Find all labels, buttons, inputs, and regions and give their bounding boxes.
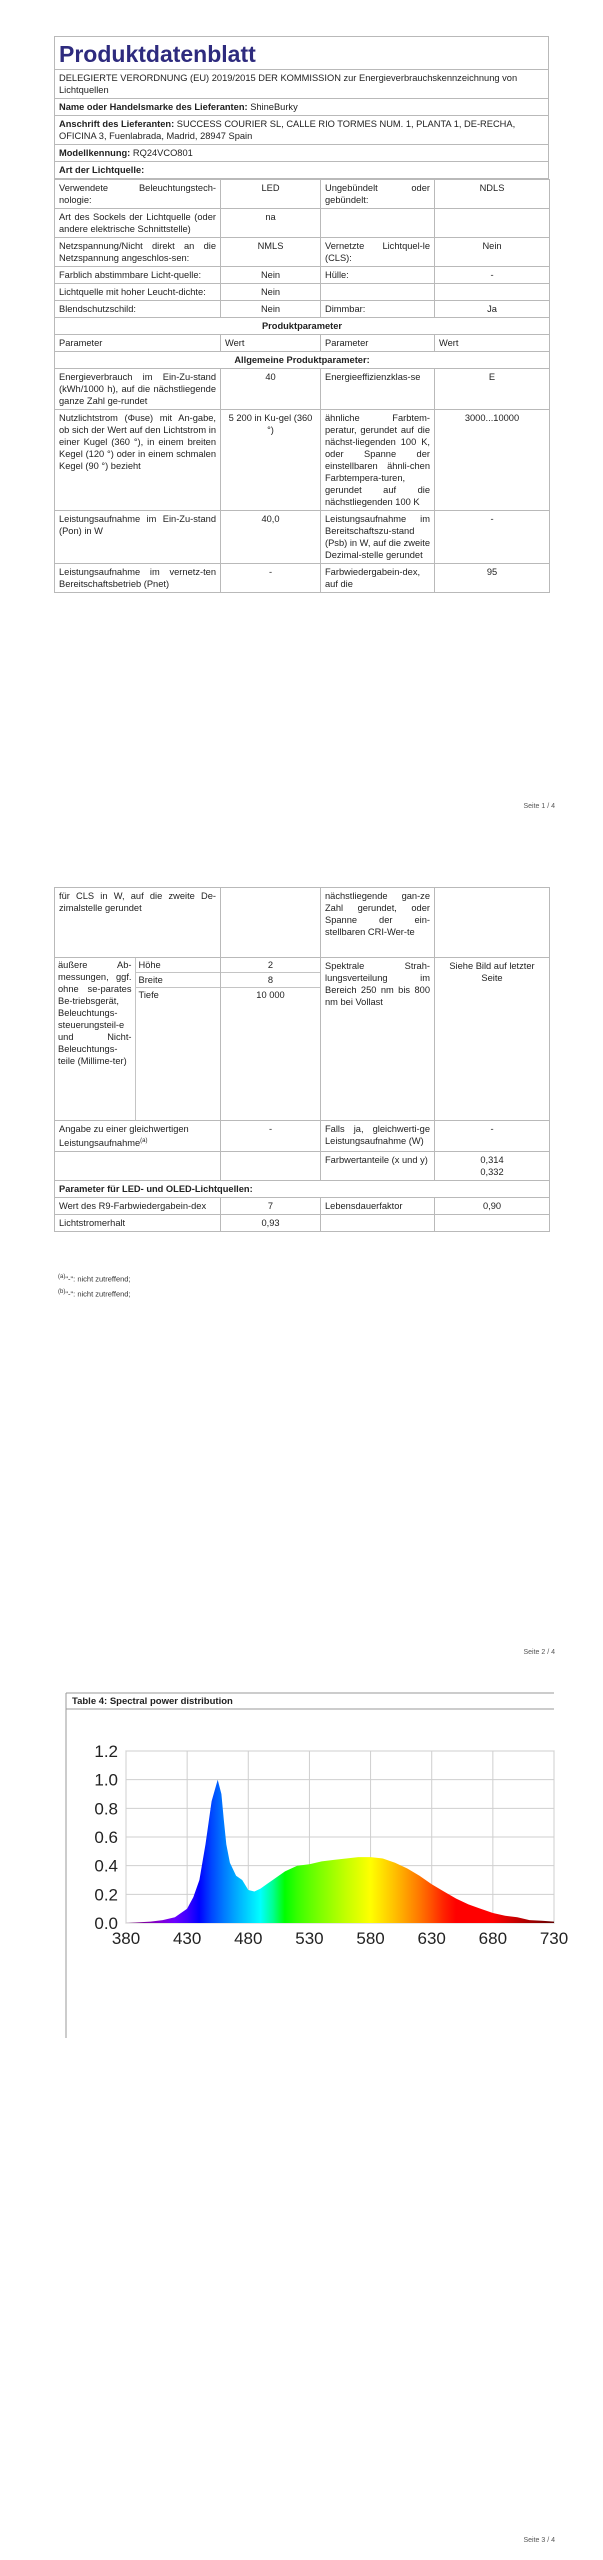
cell-directional-value: NDLS — [435, 180, 550, 209]
x-tick-label: 430 — [172, 1929, 202, 1948]
cell-antiglare-label: Blendschutzschild: — [55, 301, 221, 318]
spectral-chart — [66, 1693, 569, 2038]
cell-cri-value: 95 — [435, 564, 550, 593]
dim-height-label: Höhe — [135, 958, 221, 973]
x-tick-label: 680 — [478, 1929, 508, 1948]
r9-label: Wert des R9-Farbwiedergabein-dex — [55, 1197, 221, 1214]
cell-energy-label: Energieverbrauch im Ein-Zu-stand (kWh/1000 h), auf die nächstliegende ganze Zahl ge-rundet — [55, 369, 221, 410]
flux-maintenance-label: Lichtstromerhalt — [55, 1214, 221, 1231]
model-row — [55, 145, 549, 162]
cell-empty — [221, 1151, 321, 1180]
footnote-a-text: "-": nicht zutreffend; — [65, 1274, 131, 1284]
cell-empty — [435, 284, 550, 301]
lifetime-value: 0,90 — [435, 1197, 550, 1214]
supplier-name-label: Name oder Handelsmarke des Lieferanten: — [59, 102, 248, 112]
cell-empty — [221, 888, 321, 958]
cell-flux-label: Nutzlichtstrom (Φuse) mit An-gabe, ob sich der Wert auf den Lichtstrom in einer Kugel (360 °), in einem breiten Kegel (120 °) oder in einem schmalen Kegel (90 °) bezieht — [55, 410, 221, 511]
cell-pon-value: 40,0 — [221, 511, 321, 564]
equiv-value: - — [221, 1120, 321, 1151]
regulation-text: DELEGIERTE VERORDNUNG (EU) 2019/2015 DER KOMMISSION zur Energieverbrauchskennzeichnung von Lichtquellen — [55, 70, 549, 99]
cell-luminance-value: Nein — [221, 284, 321, 301]
equiv-label: Angabe zu einer gleichwertigen Leistungsaufnahme — [59, 1123, 189, 1148]
dimensions-label: äußere Ab-messungen, ggf. ohne se-parates Be-triebsgerät, Beleuchtungs-steuerungsteil-e und Nicht-Beleuchtungs-teile (Millime-ter) — [55, 958, 135, 1120]
page-2 — [0, 825, 603, 1677]
cell-efficiency-value: E — [435, 369, 550, 410]
cell-tech-value: LED — [221, 180, 321, 209]
cell-empty — [321, 209, 435, 238]
cell-envelope-label: Hülle: — [321, 267, 435, 284]
footnote-b-text: "-": nicht zutreffend; — [65, 1289, 131, 1298]
rounded-value: - — [435, 1120, 550, 1151]
page-number: Seite 3 / 4 — [523, 2537, 555, 2544]
x-tick-label: 380 — [111, 1929, 141, 1948]
cell-tunable-value: Nein — [221, 267, 321, 284]
footnote-a-marker: (a) — [58, 1274, 66, 1280]
cell-pnet-label: Leistungsaufnahme im vernetz-ten Bereitschaftsbetrieb (Pnet) — [55, 564, 221, 593]
footnote-a-ref: (a) — [140, 1137, 148, 1144]
page-title: Produktdatenblatt — [55, 37, 549, 70]
product-datasheet-header — [54, 36, 549, 593]
cell-cct-label: ähnliche Farbtem-peratur, gerundet auf die nächst-liegenden 100 K, oder Spanne der einstellbaren ähnli-chen Farbtempera-turen, gerundet auf die nächstliegenden 100 K — [321, 410, 435, 511]
cell-flux-value: 5 200 in Ku-gel (360 °) — [221, 410, 321, 511]
cell-empty — [435, 209, 550, 238]
cell-empty — [55, 1151, 221, 1180]
supplier-address-row — [55, 116, 549, 145]
params-table-continued — [54, 887, 549, 1232]
rounded-label: Falls ja, gleichwerti-ge Leistungsaufnahme (W) — [321, 1120, 435, 1151]
page-number: Seite 2 / 4 — [523, 1649, 555, 1656]
led-params-heading: Parameter für LED- und OLED-Lichtquellen: — [55, 1180, 550, 1197]
cell-luminance-label: Lichtquelle mit hoher Leucht-dichte: — [55, 284, 221, 301]
cell-directional-label: Ungebündelt oder gebündelt: — [321, 180, 435, 209]
col-header-parameter: Parameter — [55, 335, 221, 352]
cell-socket-value: na — [221, 209, 321, 238]
cell-cls-label: Vernetzte Lichtquel-le (CLS): — [321, 238, 435, 267]
flux-maintenance-value: 0,93 — [221, 1214, 321, 1231]
x-axis — [112, 1929, 568, 1948]
cell-mains-value: NMLS — [221, 238, 321, 267]
cell-cri-label-cont: nächstliegende gan-ze Zahl gerundet, oder Spanne der ein-stellbaren CRI-Wer-te — [321, 888, 435, 958]
dim-depth-value: 10 000 — [256, 990, 285, 1000]
footnote-b-marker: (b) — [58, 1288, 66, 1295]
chromaticity-values — [435, 1151, 550, 1180]
col-header-value: Wert — [221, 335, 321, 352]
cell-empty — [321, 1214, 435, 1231]
x-tick-label: 580 — [356, 1929, 385, 1948]
col-header-value: Wert — [435, 335, 550, 352]
cell-envelope-value: - — [435, 267, 550, 284]
footnote-a — [58, 1271, 131, 1286]
light-source-table — [54, 179, 550, 593]
x-tick-label: 530 — [295, 1929, 324, 1948]
y-tick-label: 0.6 — [94, 1828, 118, 1847]
cell-psb-label: Leistungsaufnahme im Bereitschaftszu-stand (Psb) in W, auf die zweite Dezimal-stelle gerundet — [321, 511, 435, 564]
cell-mains-label: Netzspannung/Nicht direkt an die Netzspannung angeschlos-sen: — [55, 238, 221, 267]
y-tick-label: 0.2 — [94, 1885, 118, 1905]
spectral-chart-svg — [66, 1693, 569, 2038]
y-tick-label: 0.8 — [94, 1799, 118, 1819]
supplier-name-row — [55, 99, 549, 116]
y-tick-label: 1.0 — [94, 1770, 118, 1790]
page-number: Seite 1 / 4 — [523, 803, 555, 810]
cell-dimmable-value: Ja — [435, 301, 550, 318]
cell-pnet-value: - — [221, 564, 321, 593]
x-tick-label: 730 — [539, 1929, 569, 1948]
dimensions-cell — [55, 958, 221, 1121]
page-3 — [0, 1677, 603, 2560]
lifetime-label: Lebensdauerfaktor — [321, 1197, 435, 1214]
spectral-label: Spektrale Strah-lungsverteilung im Bereich 250 nm bis 800 nm bei Vollast — [321, 958, 435, 1121]
footnote-b — [58, 1286, 131, 1301]
cell-pnet-label-cont: für CLS in W, auf die zweite De-zimalstelle gerundet — [55, 888, 221, 958]
cell-efficiency-label: Energieeffizienzklas-se — [321, 369, 435, 410]
r9-value: 7 — [221, 1197, 321, 1214]
product-params-heading: Produktparameter — [55, 318, 550, 335]
supplier-address-label: Anschrift des Lieferanten: — [59, 119, 175, 129]
supplier-name: ShineBurky — [250, 102, 298, 112]
chromaticity-label: Farbwertanteile (x und y) — [321, 1151, 435, 1180]
cell-energy-value: 40 — [221, 369, 321, 410]
cell-empty — [435, 1214, 550, 1231]
cell-psb-value: - — [435, 511, 550, 564]
y-axis — [94, 1742, 118, 1933]
cell-dimmable-label: Dimmbar: — [321, 301, 435, 318]
cell-pon-label: Leistungsaufnahme im Ein-Zu-stand (Pon) in W — [55, 511, 221, 564]
model-label: Modellkennung: — [59, 148, 131, 158]
model-id: RQ24VCO801 — [132, 148, 193, 158]
light-source-type-heading: Art der Lichtquelle: — [55, 162, 549, 179]
x-tick-label: 480 — [234, 1929, 263, 1948]
cell-empty — [435, 888, 550, 958]
cell-cri-label: Farbwiedergabein-dex, auf die — [321, 564, 435, 593]
y-tick-label: 0.0 — [94, 1914, 118, 1933]
dim-height-value: 2 — [221, 958, 320, 973]
cell-antiglare-value: Nein — [221, 301, 321, 318]
dim-depth-label: Tiefe — [135, 988, 221, 1120]
cell-tech-label: Verwendete Beleuchtungstech-nologie: — [55, 180, 221, 209]
y-tick-label: 0.4 — [94, 1856, 118, 1876]
dim-width-label: Breite — [135, 973, 221, 988]
spectral-value: Siehe Bild auf letzter Seite — [435, 958, 550, 1121]
y-tick-label: 1.2 — [94, 1742, 118, 1761]
cell-socket-label: Art des Sockels der Lichtquelle (oder andere elektrische Schnittstelle) — [55, 209, 221, 238]
cell-empty — [321, 284, 435, 301]
dimensions-values-cell — [221, 958, 321, 1121]
cell-cls-value: Nein — [435, 238, 550, 267]
chromaticity-x: 0,314 — [480, 1154, 504, 1165]
general-params-heading: Allgemeine Produktparameter: — [55, 352, 550, 369]
chart-title: Table 4: Spectral power distribution — [72, 1696, 233, 1707]
equiv-label-cell — [55, 1120, 221, 1151]
dim-width-value: 8 — [221, 973, 320, 988]
footnotes — [58, 1271, 131, 1300]
chromaticity-y: 0,332 — [480, 1166, 504, 1177]
cell-cct-value: 3000...10000 — [435, 410, 550, 511]
page-1 — [0, 0, 603, 825]
supplier-address: SUCCESS COURIER SL, CALLE RIO TORMES NUM. 1, PLANTA 1, DE-RECHA, OFICINA 3, Fuenlabrada, Madrid, 28947 Spain — [59, 119, 516, 141]
cell-tunable-label: Farblich abstimmbare Licht-quelle: — [55, 267, 221, 284]
col-header-parameter: Parameter — [321, 335, 435, 352]
x-tick-label: 630 — [417, 1929, 446, 1948]
